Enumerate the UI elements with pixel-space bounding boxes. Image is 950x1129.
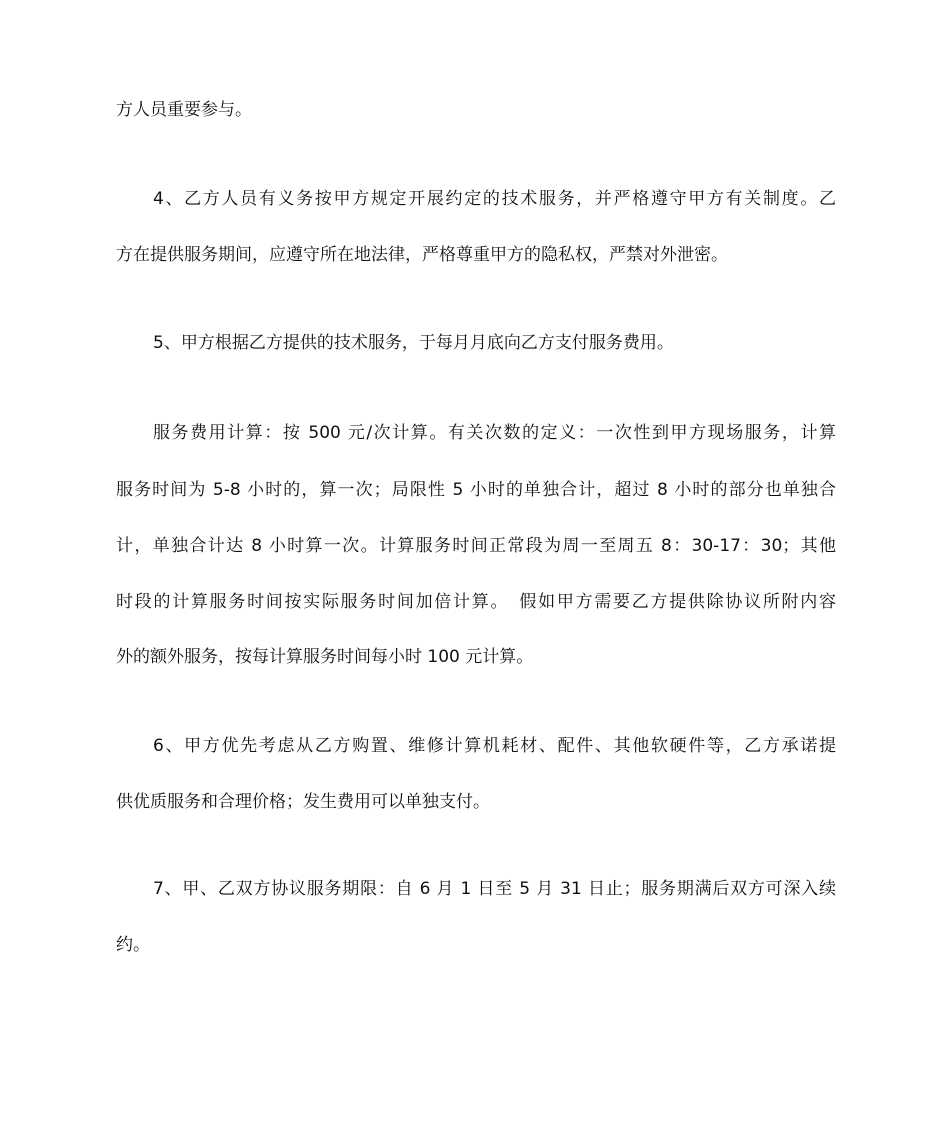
paragraph-5-line-1: 5、甲方根据乙方提供的技术服务，于每月月底向乙方支付服务费用。 bbox=[153, 333, 674, 353]
paragraph-4-line-1: 4、乙方人员有义务按甲方规定开展约定的技术服务，并严格遵守甲方有关制度。乙 bbox=[153, 189, 836, 209]
paragraph-7-line-1: 7、甲、乙双方协议服务期限：自 6 月 1 日至 5 月 31 日止；服务期满后双方可深入续 bbox=[153, 879, 836, 899]
fee-paragraph-line-2: 服务时间为 5-8 小时的，算一次；局限性 5 小时的单独合计，超过 8 小时的部分也单独合 bbox=[116, 480, 836, 500]
fee-paragraph-line-5: 外的额外服务，按每计算服务时间每小时 100 元计算。 bbox=[116, 647, 534, 667]
paragraph-7-line-2: 约。 bbox=[116, 935, 150, 955]
paragraph-4-line-2: 方在提供服务期间，应遵守所在地法律，严格尊重甲方的隐私权，严禁对外泄密。 bbox=[116, 245, 728, 265]
fee-paragraph-line-4: 时段的计算服务时间按实际服务时间加倍计算。 假如甲方需要乙方提供除协议所附内容 bbox=[116, 592, 836, 612]
paragraph-6-line-2: 供优质服务和合理价格；发生费用可以单独支付。 bbox=[116, 792, 490, 812]
paragraph-6-line-1: 6、甲方优先考虑从乙方购置、维修计算机耗材、配件、其他软硬件等，乙方承诺提 bbox=[153, 736, 836, 756]
paragraph-3-line-2: 方人员重要参与。 bbox=[116, 100, 252, 120]
fee-paragraph-line-3: 计，单独合计达 8 小时算一次。计算服务时间正常段为周一至周五 8：30-17：30；其他 bbox=[116, 536, 836, 556]
fee-paragraph-line-1: 服务费用计算：按 500 元/次计算。有关次数的定义：一次性到甲方现场服务，计算 bbox=[153, 423, 836, 443]
